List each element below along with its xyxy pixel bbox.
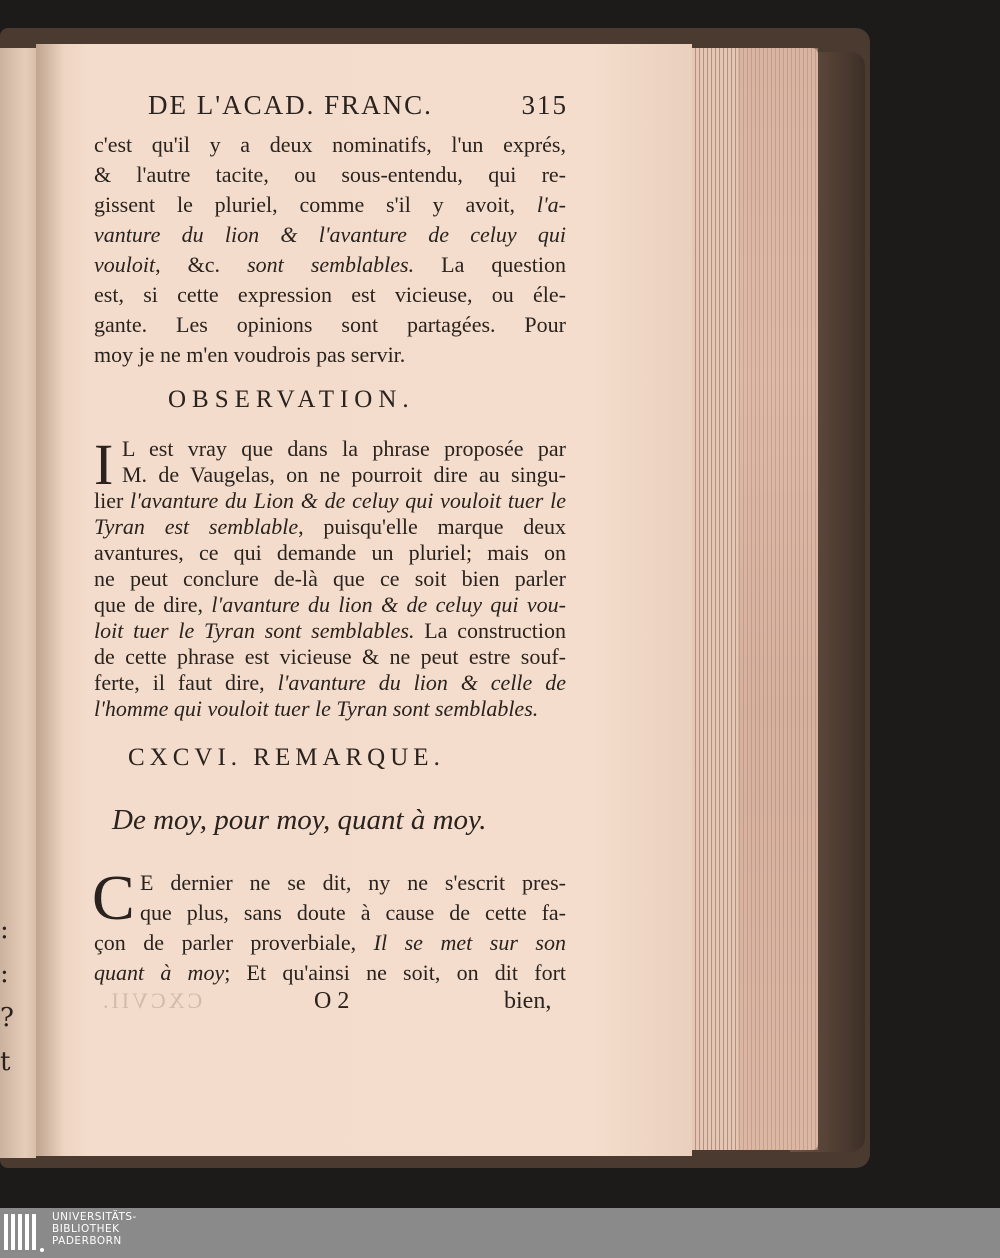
remarque-subtitle: De moy, pour moy, quant à moy.: [112, 804, 487, 836]
observation-line: L est vray que dans la phrase proposée par: [122, 436, 566, 461]
library-footer-bar: [0, 1208, 1000, 1258]
body-line: moy je ne m'en voudrois pas servir.: [94, 342, 406, 367]
facing-page-letters: : : ? t: [0, 915, 14, 1077]
observation-line: loit tuer le Tyran sont semblables. La construction: [94, 618, 566, 643]
observation-line: lier l'avanture du Lion & de celuy qui vouloit tuer le: [94, 488, 566, 513]
library-logo-icon: [4, 1212, 44, 1254]
body-line: gissent le pluriel, comme s'il y avoit, l'a-: [94, 192, 566, 217]
observation-line: que de dire, l'avanture du lion & de celuy qui vou-: [94, 592, 566, 617]
observation-line: l'homme qui vouloit tuer le Tyran sont semblables.: [94, 696, 539, 721]
observation-line: M. de Vaugelas, on ne pourroit dire au singu-: [122, 462, 566, 487]
body-line: est, si cette expression est vicieuse, ou éle-: [94, 282, 566, 307]
page-block-edges: [688, 48, 818, 1150]
library-name: UNIVERSITÄTS- BIBLIOTHEK PADERBORN: [52, 1211, 137, 1247]
observation-line: ne peut conclure de-là que ce soit bien parler: [94, 566, 566, 591]
remarque-line: que plus, sans doute à cause de cette fa-: [140, 900, 566, 925]
bleed-through-text: CXCVII.: [100, 988, 203, 1013]
remarque-line: E dernier ne se dit, ny ne s'escrit pres-: [140, 870, 566, 895]
signature-mark: O 2: [314, 988, 350, 1014]
observation-line: ferte, il faut dire, l'avanture du lion & celle de: [94, 670, 566, 695]
running-header: [148, 90, 568, 121]
observation-line: avantures, ce qui demande un pluriel; mais on: [94, 540, 566, 565]
remarque-dropcap: C: [92, 862, 135, 933]
body-line: vouloit, &c. sont semblables. La question: [94, 252, 566, 277]
facing-page-edge: [0, 48, 36, 1158]
body-line: & l'autre tacite, ou sous-entendu, qui re-: [94, 162, 566, 187]
page-number: 315: [521, 90, 568, 120]
body-line: c'est qu'il y a deux nominatifs, l'un exprés,: [94, 132, 566, 157]
running-title: DE L'ACAD. FRANC.: [148, 90, 433, 120]
observation-line: Tyran est semblable, puisqu'elle marque deux: [94, 514, 566, 539]
book-page: [36, 44, 692, 1156]
remarque-line: çon de parler proverbiale, Il se met sur son: [94, 930, 566, 955]
remarque-line: quant à moy; Et qu'ainsi ne soit, on dit fort: [94, 960, 567, 985]
catchword: bien,: [504, 988, 552, 1014]
body-line: gante. Les opinions sont partagées. Pour: [94, 312, 566, 337]
body-line: vanture du lion & l'avanture de celuy qui: [94, 222, 566, 247]
observation-line: de cette phrase est vicieuse & ne peut estre souf-: [94, 644, 566, 669]
observation-heading: OBSERVATION.: [168, 386, 415, 413]
remarque-heading: CXCVI. REMARQUE.: [128, 744, 445, 771]
observation-dropcap: I: [94, 432, 114, 497]
